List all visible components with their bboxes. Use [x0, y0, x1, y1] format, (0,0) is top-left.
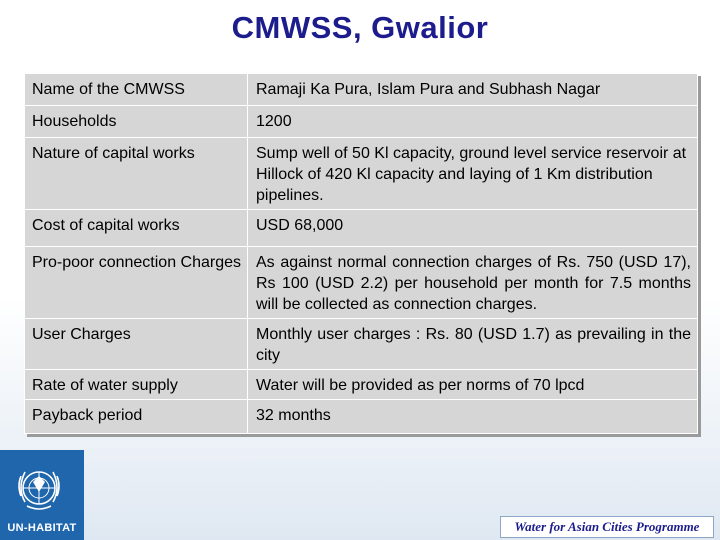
row-label: Pro-poor connection Charges [25, 247, 248, 319]
table-row [25, 247, 698, 319]
table-row [25, 74, 698, 106]
row-value: 32 months [248, 400, 698, 434]
row-label: Cost of capital works [25, 210, 248, 247]
table-row [25, 210, 698, 247]
row-label: Name of the CMWSS [25, 74, 248, 106]
programme-label: Water for Asian Cities Programme [500, 516, 714, 538]
row-value: USD 68,000 [248, 210, 698, 247]
table-row [25, 400, 698, 434]
un-emblem-icon [9, 458, 69, 518]
table-row [25, 106, 698, 138]
row-label: Payback period [25, 400, 248, 434]
row-label: Rate of water supply [25, 370, 248, 400]
row-value: Sump well of 50 Kl capacity, ground level service reservoir at Hillock of 420 Kl capacity and laying of 1 Km distribution pipelines. [248, 138, 698, 210]
info-table [24, 73, 698, 434]
row-value: Monthly user charges : Rs. 80 (USD 1.7) as prevailing in the city [248, 319, 698, 370]
row-value: Ramaji Ka Pura, Islam Pura and Subhash Nagar [248, 74, 698, 106]
row-label: Nature of capital works [25, 138, 248, 210]
row-value: Water will be provided as per norms of 70 lpcd [248, 370, 698, 400]
un-habitat-label: UN-HABITAT [7, 522, 77, 534]
table-row [25, 138, 698, 210]
table-row [25, 319, 698, 370]
table-row [25, 370, 698, 400]
page-title: CMWSS, Gwalior [231, 10, 489, 45]
row-label: Households [25, 106, 248, 138]
row-value: 1200 [248, 106, 698, 138]
row-label: User Charges [25, 319, 248, 370]
row-value: As against normal connection charges of Rs. 750 (USD 17), Rs 100 (USD 2.2) per household per month for 7.5 months will be collected as connection charges. [248, 247, 698, 319]
